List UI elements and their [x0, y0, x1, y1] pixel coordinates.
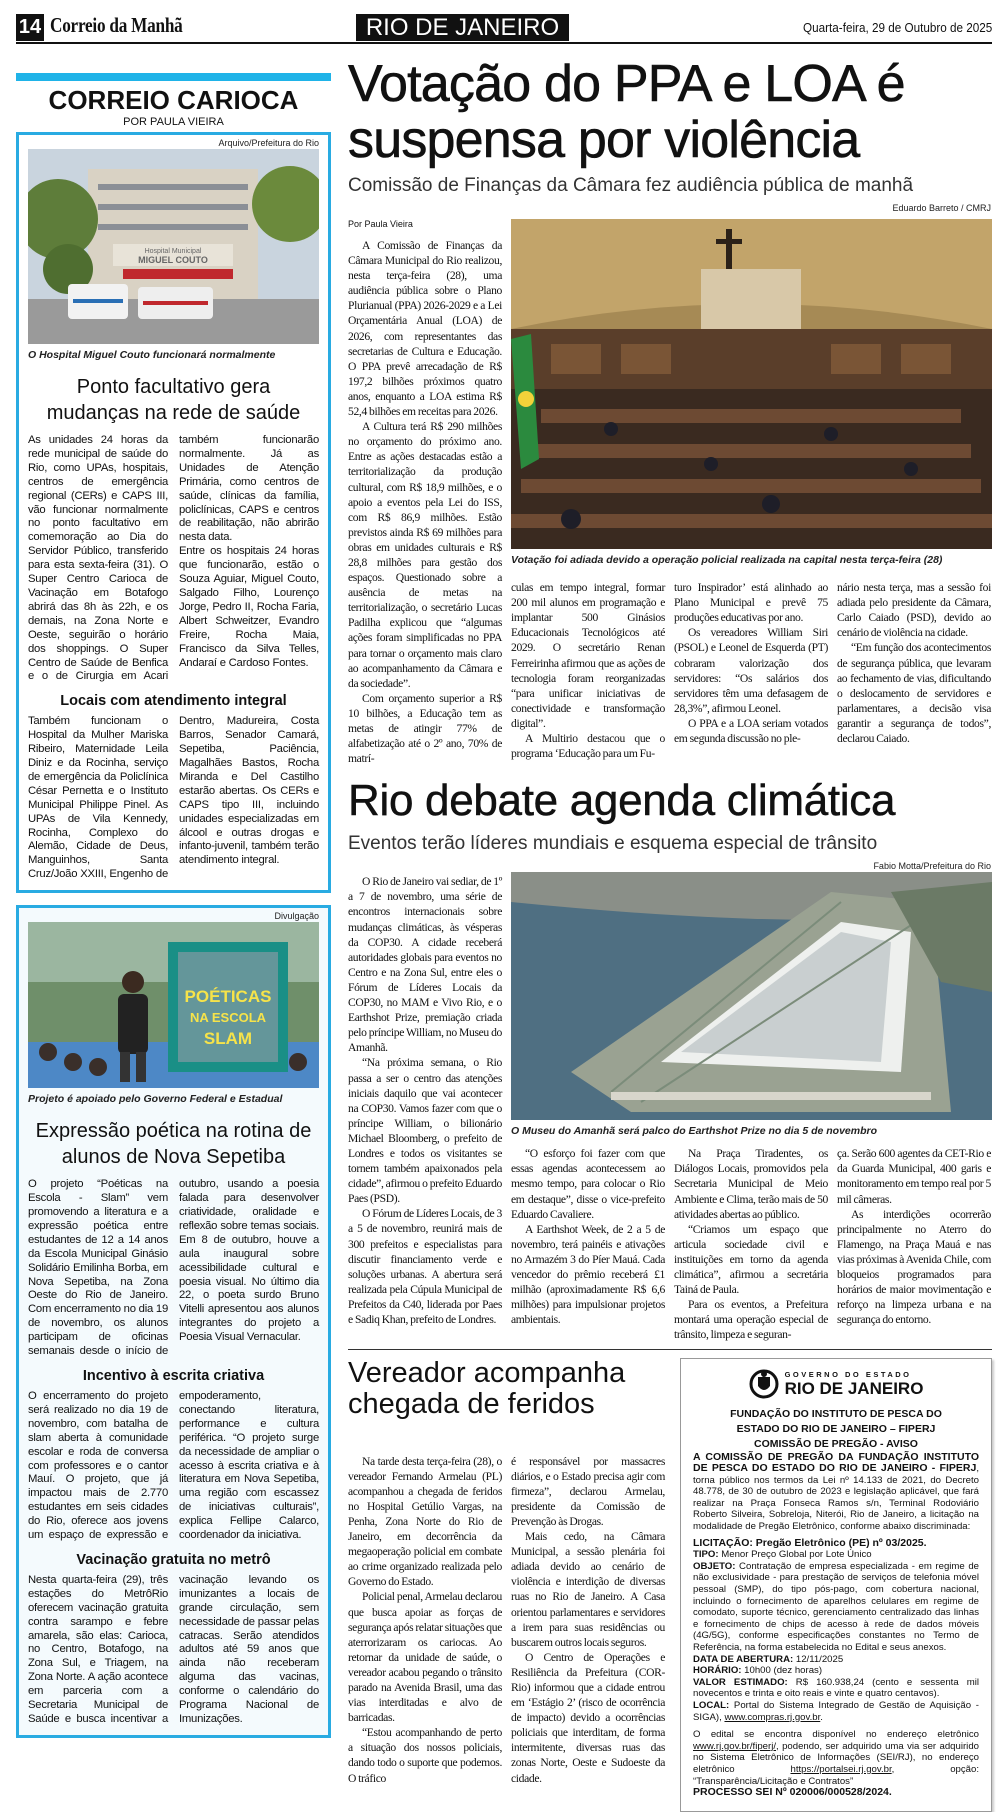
paragraph: O Rio de Janeiro vai sediar, de 1º a 7 de novembro, uma série de encontros internacionais sobre mudanças climáticas, às vésperas da COP30. A cidade receberá autoridades globais para eventos no Centro e na Zona Sul, entre eles o Fórum de Líderes Locais da COP30, no MAM e Vivo Rio, e o Earthshot Prize, premiação criada pelo príncipe William, no Museu do Amanhã.: [348, 875, 502, 1055]
photo-caption: O Hospital Miguel Couto funcionará normalmente: [28, 349, 276, 361]
paragraph: A Multirio destacou que o programa ‘Educação para um Fu-: [511, 732, 665, 761]
edital-text: , podendo, ser adquirido uma via ser adquirido no Sistema Eletrônico de Informações (SEI/RJ), no endereço eletrônico: [693, 1740, 979, 1775]
article-column: [348, 874, 502, 1327]
notice-title: FUNDAÇÃO DO INSTITUTO DE PESCA DO: [730, 1407, 942, 1420]
article-column-1: [348, 860, 502, 1327]
story-headline: Ponto facultativo gera mudanças na rede de saúde: [46, 376, 301, 424]
field-label: VALOR ESTIMADO:: [693, 1676, 788, 1688]
photo-block: [511, 219, 991, 567]
article-column: [837, 1146, 991, 1327]
article-2-body: [348, 860, 992, 1342]
paragraph: O PPA e a LOA seriam votados em segunda discussão no ple-: [674, 716, 828, 746]
column-story-box-2: [16, 905, 331, 1738]
story-body: [28, 715, 319, 882]
field-value: Menor Preço Global por Lote Único: [718, 1549, 872, 1561]
column-title: CORREIO CARIOCA: [48, 85, 299, 115]
field-label: LOCAL:: [693, 1699, 730, 1711]
paragraph: A Cultura terá R$ 290 milhões no orçamento do próximo ano. Entre as ações destacadas estão a territorialização da produção cultural, com R$ 18,9 milhões, e o apoio a eventos pela Lei do ISS, com R$ 86,9 milhões. Estão previstos ainda R$ 69 milhões para obras em unidades culturais e R$ 28,8 milhões para gestão dos espaços. Questionado sobre a ausência de metas na territorialização, o secretário Lucas Padilha explicou que “algumas ações foram simplificadas no PPA para tornar o orçamento mais claro ao acompanhamento da Câmara e da sociedade”.: [348, 420, 502, 690]
paragraph: As unidades 24 horas da rede municipal de saúde do Rio, como UPAs, hospitais, centros de emergência regional (CERs) e CAPS III, vão funcionar normalmente no ponto facultativo em comemoração ao Dia do Servidor Público, transferido para esta sexta-feira (31). O Super Centro Carioca de Vacinação em Botafogo abrirá das 8h às 22h, e os demais, na Zona Norte e Oeste, seguirão o horário dos shoppings. O Super Centro de Saúde de Benfica e o de Cirurgia em Acari também funcionarão normalmente. Já as Unidades de Atenção Primária, como centros de saúde, clínicas da família, policlínicas, CAPS e centros de reabilitação, não abrirão nesta data.: [28, 434, 319, 683]
paragraph: “Em função dos acontecimentos de segurança pública, que levaram ao fechamento de vias, dificultando o deslocamento de servidores e parlamentares, a decisão visa garantir a segurança de todos”, declarou Caiado.: [837, 641, 991, 746]
notice-title: COMISSÃO DE PREGÃO - AVISO: [754, 1437, 918, 1450]
intro-text: , torna público nos termos da Lei nº 14.133 de 2021, do Decreto 48.778, de 30 de outubro de 2023 e legislação aplicável, que fará realizar na Praça Fonseca Ramos s/n, Terminal Rodoviário Roberto Silveira, Sobreloja, Niterói, Rio de Janeiro, a licitação na modalidade de Pregão Eletrônico, conforme abaixo discriminada:: [693, 1463, 979, 1533]
section-divider: [348, 1349, 992, 1350]
photo-caption: O Museu do Amanhã será palco do Earthshot Prize no dia 5 de novembro: [511, 1125, 878, 1138]
story-subhead: Vacinação gratuita no metrô: [76, 1551, 271, 1568]
photo-credit: Divulgação: [274, 911, 319, 922]
field-value: Contratação de empresa especializada - em regime de não exclusividade - para prestação de serviços de telefonia móvel pessoal (SMP), do tipo pós-pago, com cobertura nacional, incluindo o fornecimento de aparelhos celulares em regime de comodato, suporte técnico, gerenciamento centralizado das linhas e fornecimento de chips de acesso à rede de dados móveis (4G/5G), conforme especificações constantes no Termo de Referência, na forma estabelecida no Edital e seus anexos.: [693, 1560, 979, 1653]
paragraph: “Estou acompanhando de perto a situação dos nossos policiais, dando todo o suporte que podemos. O tráfico: [348, 1726, 502, 1785]
hospital-sign: Hospital Municipal: [144, 248, 202, 255]
paragraph: Os vereadores William Siri (PSOL) e Leonel de Esquerda (PT) cobraram valorização dos servidores: “Os salários dos servidores têm uma defasagem de 28,3%”, afirmou Leonel.: [674, 626, 828, 715]
paragraph: nário nesta terça, mas a sessão foi adiada pelo presidente da Câmara, Carlo Caiado (PSD), devido ao cenário de violência na cidade.: [837, 581, 991, 640]
paragraph: Na Praça Tiradentes, os Diálogos Locais, promovidos pela Secretaria Municipal de Meio Ambiente e Clima, terão mais de 50 atividades abertas ao público.: [674, 1147, 828, 1221]
edition-date: Quarta-feira, 29 de Outubro de 2025: [802, 20, 992, 35]
fiperj-link[interactable]: www.rj.gov.br/fiperj/: [693, 1740, 776, 1752]
paragraph: é responsável por massacres diários, e o Estado precisa agir com firmeza”, declarou Armelau, presidente da Comissão de Prevenção às Drogas.: [511, 1454, 665, 1528]
story-body: [28, 1390, 319, 1543]
notice-title: ESTADO DO RIO DE JANEIRO – FIPERJ: [736, 1422, 936, 1435]
paragraph: As interdições ocorrerão principalmente no Aterro do Flamengo, na Praça Mauá e nas vias próximas à Avenida Chile, com bloqueios programados para horários de maior movimentação e reforço na limpeza urbana e na segurança do entorno.: [837, 1207, 991, 1327]
article-headline: Votação do PPA e LOA é suspensa por violência: [348, 55, 905, 169]
field-label: DATA DE ABERTURA:: [693, 1653, 794, 1665]
paragraph: Para os eventos, a Prefeitura montará uma operação especial de trânsito, limpeza e seguran-: [674, 1298, 828, 1342]
article-column: [511, 1454, 665, 1786]
article-column: [348, 238, 502, 766]
bottom-row: [348, 1358, 992, 1812]
paragraph: A Earthshot Week, de 2 a 5 de novembro, terá painéis e ativações no Armazém 3 do Píer Mauá. Cada vencedor do prêmio receberá £1 milhão (aproximadamente R$ 6,6 milhões) para impulsionar projetos ambientais.: [511, 1222, 665, 1327]
photo-credit: Eduardo Barreto / CMRJ: [892, 203, 991, 213]
chamber-photo: [511, 219, 992, 549]
paragraph: O projeto “Poéticas na Escola - Slam” vem promovendo a literatura e a expressão poética entre estudantes de 12 a 14 anos da Escola Municipal Ginásio Solidário Emilinha Borba, em Nova Sepetiba, na Zona Oeste do Rio de Janeiro. Com encerramento no dia 19 de novembro, os alunos participam de oficinas semanais desde o início de outubro, usando a poesia falada para desenvolver criatividade, oralidade e reflexão sobre temas sociais. Em 8 de outubro, houve a aula inaugural sobre acessibilidade cultural e poesia visual. No último dia 22, o poeta surdo Bruno Vitelli apresentou aos alunos integrantes do projeto a Poesia Visual Vernacular.: [28, 1178, 319, 1358]
photo-caption: Projeto é apoiado pelo Governo Federal e Estadual: [28, 1093, 283, 1106]
field-value: Portal do Sistema Integrado de Gestão de Aquisição - SIGA),: [693, 1699, 979, 1723]
museum-photo: [511, 872, 992, 1120]
legal-notice: GOVERNO DO ESTADO RIO DE JANEIRO FUNDAÇÃO DO INSTITUTO DE PESCA DO ESTADO DO RIO DE JANEIRO – FIPERJ COMISSÃO DE PREGÃO - AVISO A COMISSÃO DE PREGÃO DA FUNDAÇÃO INSTITUTO DE PESCA DO ESTADO DO RIO DE JANEIRO - FIPERJ, torna público nos termos da Lei nº 14.133 de 2021, do Decreto 48.778, de 30 de outubro de 2023 e legislação aplicável, que fará realizar na Praça Fonseca Ramos s/n, Terminal Rodoviário Roberto Silveira, Sobreloja, Niterói, Rio de Janeiro, a licitação na modalidade de Pregão Eletrônico, conforme abaixo discriminada: LICITAÇÃO: Pregão Eletrônico (PE) nº 03/2025. TIPO: Menor Preço Global por Lote Único OBJETO: Contratação de empresa especializada - em regime de não exclusividade - para prestação de serviços de telefonia móvel pessoal (SMP), do tipo pós-pago, com cobertura nacional, incluindo o fornecimento de aparelhos celulares em regime de comodato, suporte técnico, gerenciamento centralizado das linhas e fornecimento de chips de acesso à rede de dados móveis (4G/5G), conforme especificações constantes no Termo de Referência, na forma estabelecida no Edital e seus anexos. DATA DE ABERTURA: 12/11/2025 HORÁRIO: 10h00 (dez horas) VALOR ESTIMADO: R$ 160.938,24 (cento e sessenta mil novecentos e trinta e oito reais e vinte e quatro centavos). LOCAL: Portal do Sistema Integrado de Gestão de Aquisição - SIGA), www.compras.rj.gov.br. O edital se encontra disponível no endereço eletrônico www.rj.gov.br/fiperj/, podendo, ser adquirido uma via ser adquirido no Sistema Eletrônico de Informações (SEI/RJ), no endereço eletrônico https://portalsei.rj.gov.br, opção: “Transparência/Licitação e Contratos” PROCESSO SEI Nº 020006/000528/2024.: [680, 1358, 992, 1812]
paragraph: Também funcionam o Hospital da Mulher Mariska Ribeiro, Maternidade Leila Diniz e da Rocinha, serviço de emergência da Policlínica César Pernetta e o Instituto Municipal Philippe Pinel. As UPAs de Vila Kennedy, Rocinha, Complexo do Alemão, Cidade de Deus, Manguinhos, Santa Cruz/João XXIII, Engenho de Dentro, Madureira, Costa Barros, Senador Camará, Sepetiba, Paciência, Magalhães Bastos, Rocha Miranda e Del Castilho estarão abertas. Os CERs e CAPS tipo III, incluindo unidades especializadas em álcool e outras drogas e infanto-juvenil, também terão atendimento integral.: [28, 715, 319, 881]
correio-carioca-column: [16, 73, 331, 1738]
article-headline: Rio debate agenda climática: [348, 776, 896, 826]
article-deck: Eventos terão líderes mundiais e esquema especial de trânsito: [348, 833, 878, 855]
photo-credit: Arquivo/Prefeitura do Rio: [218, 138, 319, 148]
page-number: 14: [16, 14, 44, 41]
paragraph: O encerramento do projeto será realizado no dia 19 de novembro, com batalha de slam aberta à comunidade escolar e roda de conversa com professores e o cantor Mauí. O projeto, que já impactou mais de 2.770 estudantes em seis cidades do Rio, oferece aos jovens um espaço de expressão e empoderamento, conectando literatura, performance e cultura periférica. “O projeto surge da necessidade de ampliar o acesso à escrita criativa e à literatura em Nova Sepetiba, uma região com escassez de iniciativas culturais”, explica Fellipe Calarco, coordenador da iniciativa.: [28, 1389, 319, 1542]
paragraph: A Comissão de Finanças da Câmara Municipal do Rio realizou, nesta terça-feira (28), uma audiência pública sobre o Plano Plurianual (PPA) 2026-2029 e a Lei Orçamentária Anual (LOA) de 2026, com representantes das secretarias de Cultura e Educação. O PPA prevê arrecadação de R$ 197,2 bilhões próximos quatro anos, enquanto a LOA estima R$ 52,4 bilhões em receitas para 2026.: [348, 239, 502, 419]
paragraph: O Fórum de Líderes Locais, de 3 a 5 de novembro, reunirá mais de 300 prefeitos e especialistas para discutir financiamento verde e soluções urbanas. A abertura será realizada pela Cúpula Municipal de Prefeitos da C40, liderada por Paes e Sadiq Khan, prefeito de Londres.: [348, 1207, 502, 1326]
portalsei-link[interactable]: https://portalsei.rj.gov.br: [790, 1763, 892, 1775]
paragraph: culas em tempo integral, formar 200 mil alunos em programação e implantar 500 Ginásios Educacionais Tecnológicos até 2029. O secretário Renan Ferreirinha afirmou que as ações de tecnologia foram reorganizadas “para unificar iniciativas de conectividade e transformação digital”.: [511, 581, 665, 730]
slam-photo: [28, 922, 319, 1088]
paragraph: Mais cedo, na Câmara Municipal, a sessão plenária foi adiada devido ao cenário de violência e interdição de diversas ruas no Rio de Janeiro. A Casa orientou parlamentares e servidores a irem para suas residências ou buscarem outros locais seguros.: [511, 1530, 665, 1649]
field-value: 12/11/2025: [793, 1653, 844, 1665]
hospital-photo: [28, 149, 319, 344]
story-body: [28, 1574, 319, 1727]
svg-text:MIGUEL COUTO: MIGUEL COUTO: [138, 255, 208, 265]
article-headline: Vereador acompanha chegada de feridos: [348, 1356, 626, 1420]
article-column-1: [348, 202, 502, 766]
column-story-box-1: [16, 132, 331, 893]
article-column: [511, 1146, 665, 1327]
article-column: [674, 1146, 828, 1342]
column-accent-bar: [16, 73, 331, 81]
article-column: [348, 1454, 502, 1786]
compras-link[interactable]: www.compras.rj.gov.br: [724, 1711, 821, 1723]
svg-text:NA ESCOLA: NA ESCOLA: [189, 1010, 267, 1026]
legal-notice-cell: [674, 1358, 992, 1812]
poster-text: POÉTICAS: [184, 987, 272, 1007]
story-headline: Expressão poética na rotina de alunos de Nova Sepetiba: [35, 1120, 312, 1169]
paragraph: Nesta quarta-feira (29), três estações do MetrôRio oferecem vacinação gratuita contra sarampo e febre amarela, são elas: Carioca, no Centro, Botafogo, na Zona Sul, e Triagem, na Zona Norte. A ação acontece em parceria com a Secretaria Municipal de Saúde e busca incentivar a vacinação levando os imunizantes a locais de grande circulação, sem necessidade de passar pelas catracas. Serão atendidos adultos até 59 anos que ainda não receberam alguma das vacinas, conforme o calendário do Programa Nacional de Imunizações.: [28, 1573, 319, 1725]
edital-text: O edital se encontra disponível no endereço eletrônico: [693, 1729, 979, 1741]
article-1-body: [348, 202, 992, 766]
paragraph: Policial penal, Armelau declarou que busca apoiar as forças de segurança após relatar situações que aterrorizaram os cariocas. Ao retornar da unidade de saúde, o vereador acabou pegando o trânsito parado na Avenida Brasil, uma das vias interditadas e alvo de barricadas.: [348, 1590, 502, 1725]
section-label: RIO DE JANEIRO: [356, 14, 569, 41]
byline: Por Paula Vieira: [348, 219, 413, 229]
field-value: Pregão Eletrônico (PE) nº 03/2025.: [752, 1536, 927, 1549]
paragraph: “O esforço foi fazer com que essas agendas acontecessem ao mesmo tempo, para colocar o Rio em destaque”, disse o vice-prefeito Eduardo Cavaliere.: [511, 1147, 665, 1221]
intro-bold: A COMISSÃO DE PREGÃO DA FUNDAÇÃO INSTITUTO DE PESCA DO ESTADO DO RIO DE JANEIRO - FIPERJ: [693, 1450, 979, 1475]
paragraph: O Centro de Operações e Resiliência da Prefeitura (COR-Rio) informou que a cidade entrou em ‘Estágio 2’ (risco de ocorrência de impacto) devido a ocorrências policiais que interditam, de forma intermitente, diversas ruas das zonas Norte, Oeste e Sudoeste da cidade.: [511, 1650, 665, 1785]
paragraph: Com orçamento superior a R$ 10 bilhões, a Educação tem as metas de atingir 77% de alfabetização até o 2º ano, 70% de matrí-: [348, 691, 502, 766]
paragraph: Entre os hospitais 24 horas que funcionarão, estão o Souza Aguiar, Miguel Couto, Salgado Filho, Lourenço Jorge, Pedro II, Rocha Faria, Albert Schweitzer, Evandro Freire, Rocha Maia, Francisco da Silva Telles, Andaraí e Cardoso Fontes.: [179, 545, 319, 669]
paragraph: turo Inspirador’ está alinhado ao Plano Municipal e prevê 75 produções educativas por ano.: [674, 581, 828, 625]
coat-of-arms-icon: [749, 1369, 779, 1399]
paragraph: “Na próxima semana, o Rio passa a ser o centro das atenções iniciais daquilo que vai acontecer na COP30. Vamos fazer com que o príncipe William, o bilionário Michael Bloomberg, o prefeito de Londres e todos os visitantes se tornem também apaixonados pela cidade”, afirmou o prefeito Eduardo Paes (PSD).: [348, 1056, 502, 1206]
article-column: [674, 580, 828, 746]
story-subhead: Locais com atendimento integral: [60, 693, 287, 710]
paragraph: “Criamos um espaço que articula sociedade civil e instituições em torno da agenda climática”, afirmou a secretária Tainá de Paula.: [674, 1222, 828, 1297]
field-label: OBJETO:: [693, 1560, 736, 1572]
photo-block: [511, 872, 991, 1138]
story-body: [28, 434, 319, 684]
story-subhead: Incentivo à escrita criativa: [82, 1367, 265, 1384]
article-deck: Comissão de Finanças da Câmara fez audiência pública de manhã: [348, 175, 914, 196]
main-articles: [348, 56, 992, 1812]
state-logo: [693, 1369, 979, 1399]
photo-caption: Votação foi adiada devido a operação policial realizada na capital nesta terça-feira (28): [511, 554, 943, 567]
article-column: [511, 580, 665, 761]
edital-text: , opção: “Transparência/Licitação e Contratos”: [693, 1763, 980, 1787]
logo-main-text: RIO DE JANEIRO: [784, 1378, 924, 1398]
column-byline: POR PAULA VIEIRA: [123, 116, 224, 128]
field-label: LICITAÇÃO:: [693, 1536, 753, 1549]
svg-text:SLAM: SLAM: [203, 1029, 253, 1049]
header-rule: [16, 42, 992, 44]
article-column: [837, 580, 991, 746]
field-value: R$ 160.938,24 (cento e sessenta mil novecentos e trinta e oito reais e vinte e quatro centavos).: [693, 1676, 979, 1700]
masthead: Correio da Manhã: [50, 13, 183, 37]
field-label: TIPO:: [693, 1549, 719, 1561]
paragraph: Na tarde desta terça-feira (28), o vereador Fernando Armelau (PL) acompanhou a chegada de feridos no Hospital Getúlio Vargas, na Penha, Zona Norte do Rio de Janeiro, em decorrência da megaoperação policial em combate ao crime organizado realizada pelo Governo do Estado.: [348, 1454, 502, 1589]
paragraph: ça. Serão 600 agentes da CET-Rio e da Guarda Municipal, 400 garis e monitoramento em tempo real por 5 mil câmeras.: [837, 1147, 991, 1206]
story-body: [28, 1178, 319, 1359]
field-label: HORÁRIO:: [693, 1665, 742, 1677]
photo-credit: Fabio Motta/Prefeitura do Rio: [873, 861, 991, 872]
logo-top-text: GOVERNO DO ESTADO: [784, 1369, 912, 1379]
field-value: 10h00 (dez horas): [741, 1665, 823, 1677]
process-number: PROCESSO SEI Nº 020006/000528/2024.: [693, 1786, 892, 1799]
